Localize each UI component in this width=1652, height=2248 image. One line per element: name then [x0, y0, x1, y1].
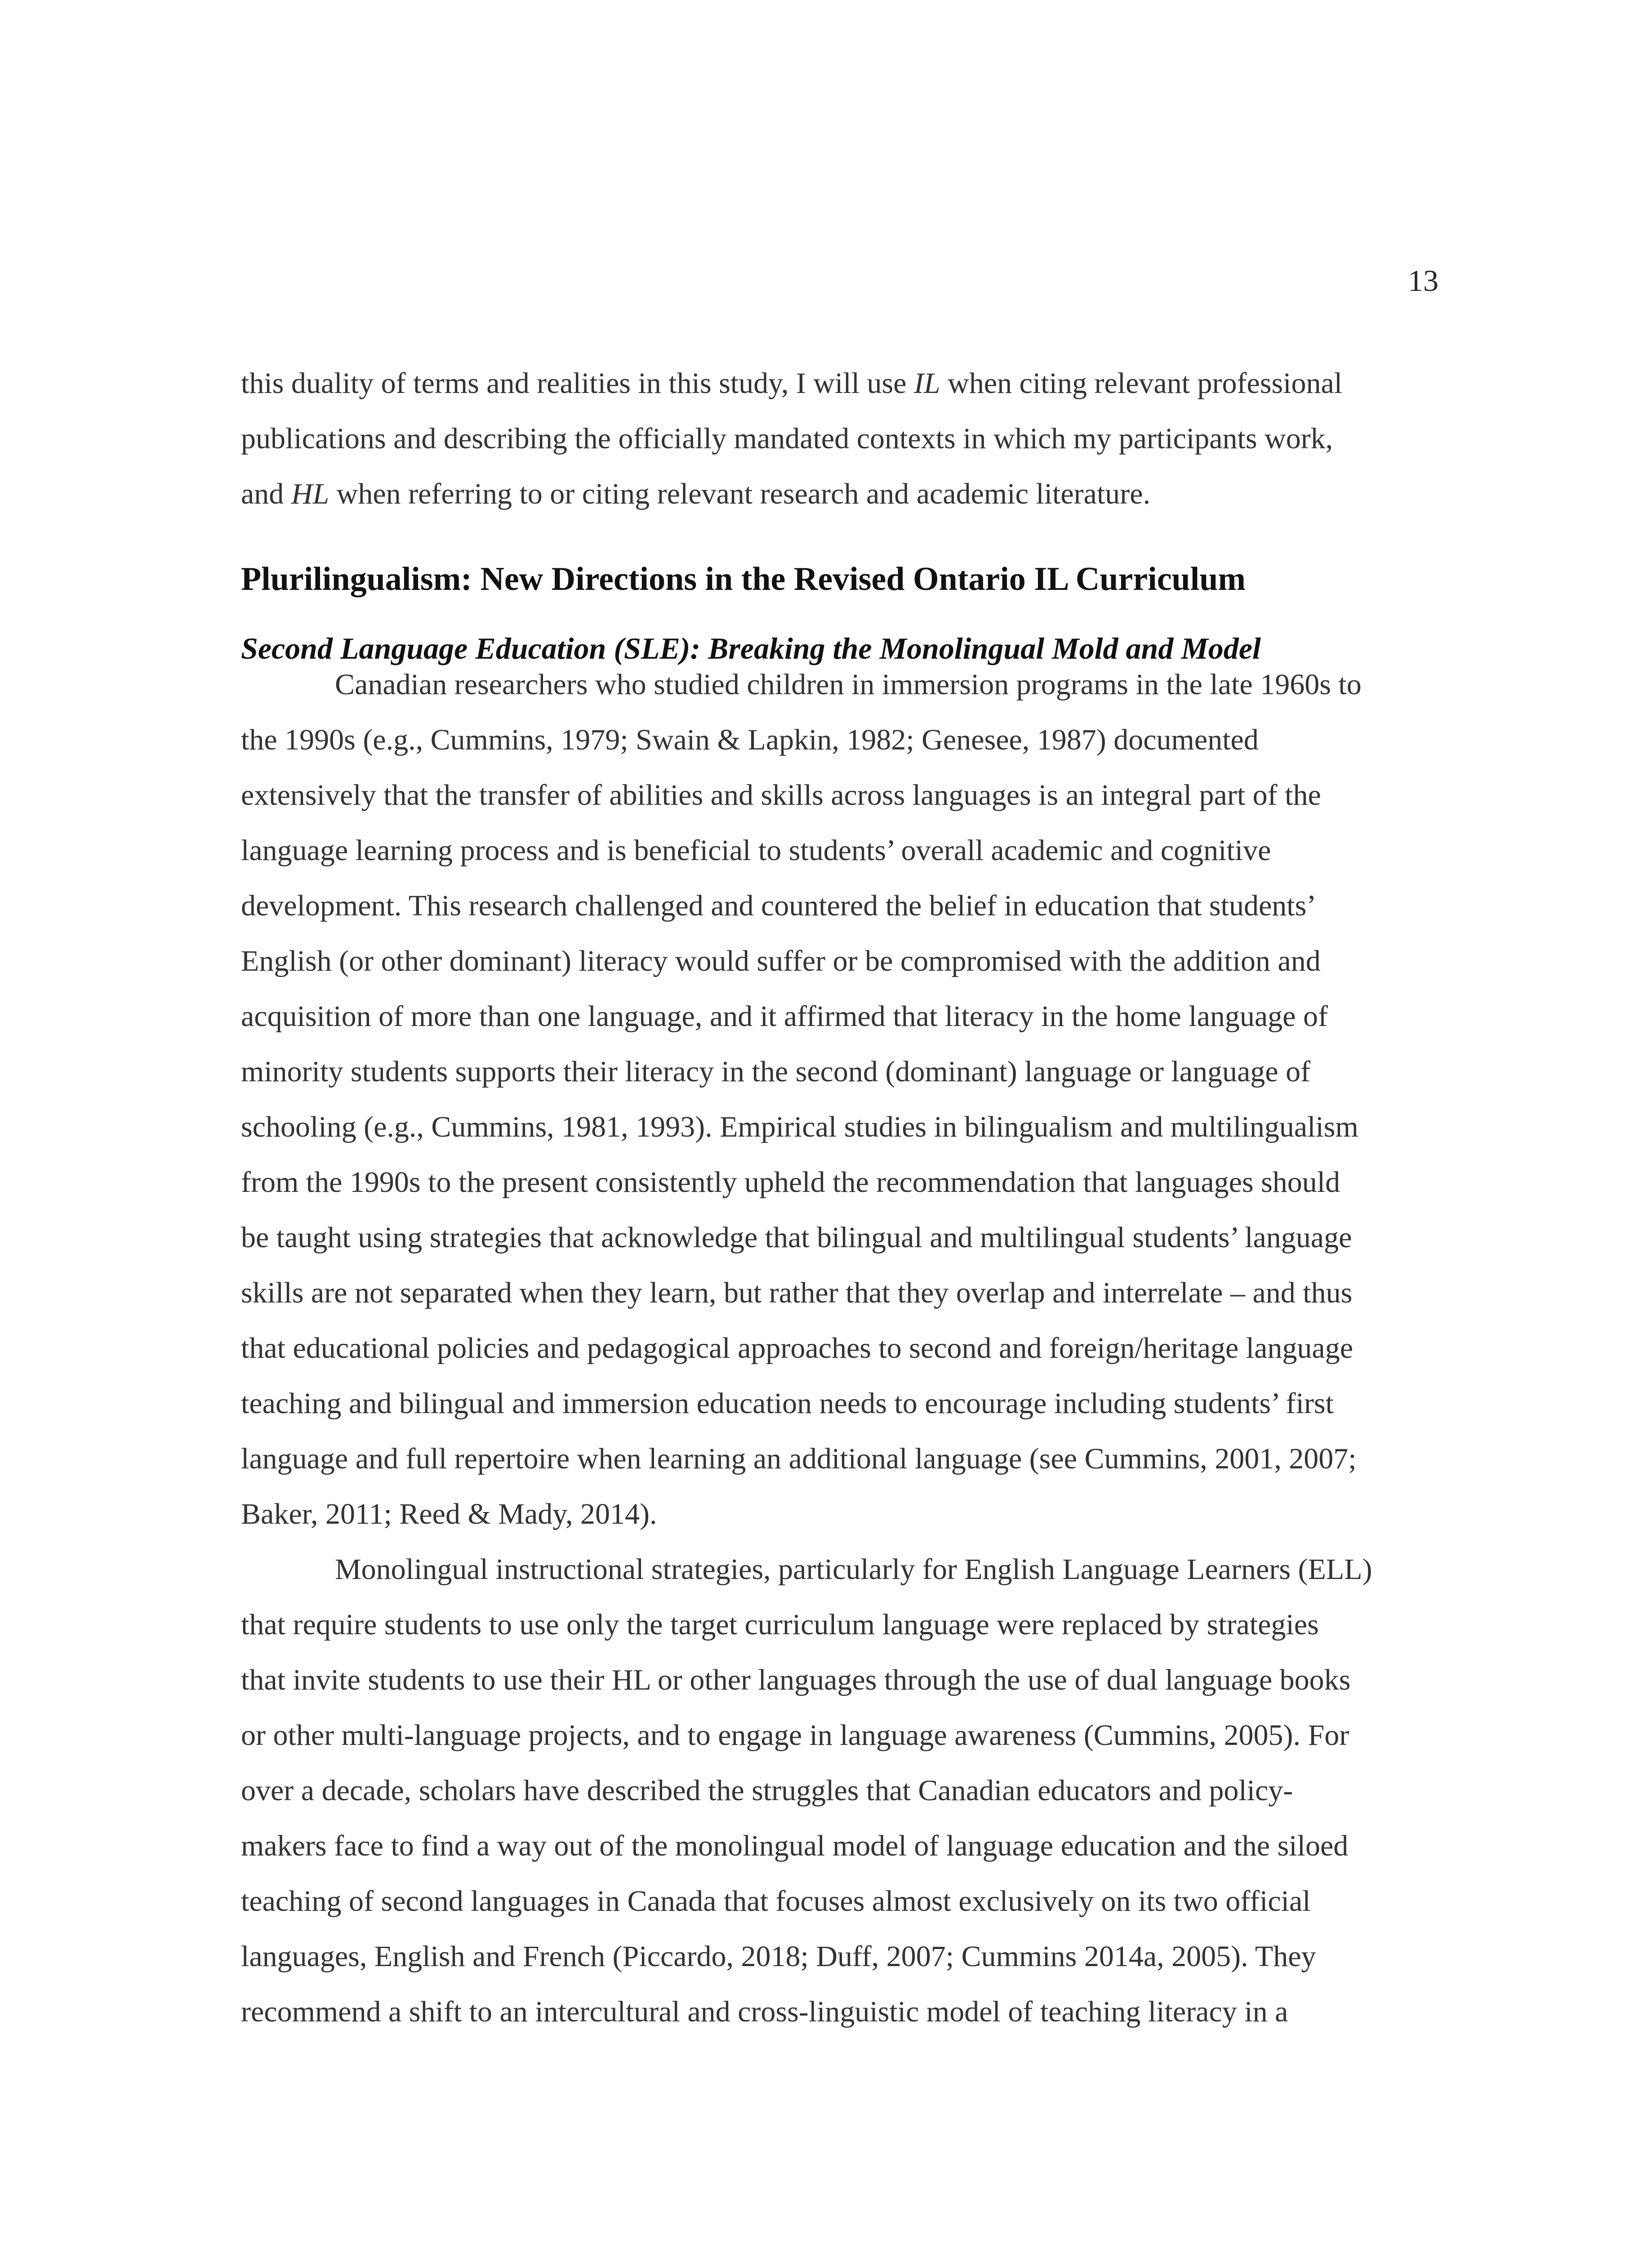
term-hl: HL	[291, 477, 330, 510]
paragraph-1-line: English (or other dominant) literacy would suffer or be compromised with the addition and	[241, 945, 1321, 977]
paragraph-1-line: be taught using strategies that acknowledge that bilingual and multilingual students’ language	[241, 1221, 1352, 1254]
paragraph-1-line: that educational policies and pedagogical approaches to second and foreign/heritage language	[241, 1332, 1354, 1365]
paragraph-1-line: extensively that the transfer of abilities and skills across languages is an integral part of the	[241, 779, 1321, 812]
paragraph-2-line: Monolingual instructional strategies, particularly for English Language Learners (ELL)	[335, 1553, 1372, 1586]
paragraph-2-line: over a decade, scholars have described the struggles that Canadian educators and policy-	[241, 1774, 1293, 1807]
paragraph-1-line: development. This research challenged and countered the belief in education that students’	[241, 889, 1317, 922]
paragraph-1-line: language learning process and is beneficial to students’ overall academic and cognitive	[241, 834, 1271, 867]
paragraph-1-line: schooling (e.g., Cummins, 1981, 1993). Empirical studies in bilingualism and multilingualism	[241, 1111, 1358, 1143]
paragraph-1-line: language and full repertoire when learning an additional language (see Cummins, 2001, 2007;	[241, 1442, 1357, 1475]
paragraph-2-line: or other multi-language projects, and to engage in language awareness (Cummins, 2005). For	[241, 1719, 1349, 1752]
paragraph-1-line: teaching and bilingual and immersion education needs to encourage including students’ first	[241, 1387, 1334, 1420]
paragraph-2-line: recommend a shift to an intercultural and cross-linguistic model of teaching literacy in a	[241, 1995, 1288, 2028]
paragraph-2-line: that invite students to use their HL or other languages through the use of dual language books	[241, 1664, 1351, 1696]
paragraph-1-line: minority students supports their literacy in the second (dominant) language or language of	[241, 1055, 1311, 1088]
paragraph-2-line: that require students to use only the target curriculum language were replaced by strategies	[241, 1608, 1319, 1641]
page-number: 13	[1408, 263, 1438, 298]
term-il: IL	[914, 367, 940, 400]
paragraph-1-line: Baker, 2011; Reed & Mady, 2014).	[241, 1498, 657, 1530]
paragraph-1-line: acquisition of more than one language, and it affirmed that literacy in the home language of	[241, 1000, 1328, 1033]
paragraph-1-line: Canadian researchers who studied children in immersion programs in the late 1960s to	[335, 668, 1362, 701]
paragraph-1-line: the 1990s (e.g., Cummins, 1979; Swain & Lapkin, 1982; Genesee, 1987) documented	[241, 723, 1259, 756]
intro-line-2: publications and describing the officially mandated contexts in which my participants work,	[241, 422, 1333, 455]
paragraph-2-line: teaching of second languages in Canada that focuses almost exclusively on its two official	[241, 1885, 1311, 1918]
subsection-heading: Second Language Education (SLE): Breaking the Monolingual Mold and Model	[241, 631, 1261, 665]
section-heading: Plurilingualism: New Directions in the Revised Ontario IL Curriculum	[241, 561, 1246, 598]
paragraph-2-line: languages, English and French (Piccardo, 2018; Duff, 2007; Cummins 2014a, 2005). They	[241, 1940, 1316, 1973]
paragraph-2-line: makers face to find a way out of the monolingual model of language education and the siloed	[241, 1829, 1349, 1862]
paragraph-1-line: skills are not separated when they learn, but rather that they overlap and interrelate – and thus	[241, 1276, 1353, 1309]
paragraph-1-line: from the 1990s to the present consistently upheld the recommendation that languages should	[241, 1166, 1340, 1199]
intro-line-1: this duality of terms and realities in this study, I will use IL when citing relevant professional	[241, 367, 1343, 400]
intro-line-3: and HL when referring to or citing relevant research and academic literature.	[241, 477, 1151, 510]
